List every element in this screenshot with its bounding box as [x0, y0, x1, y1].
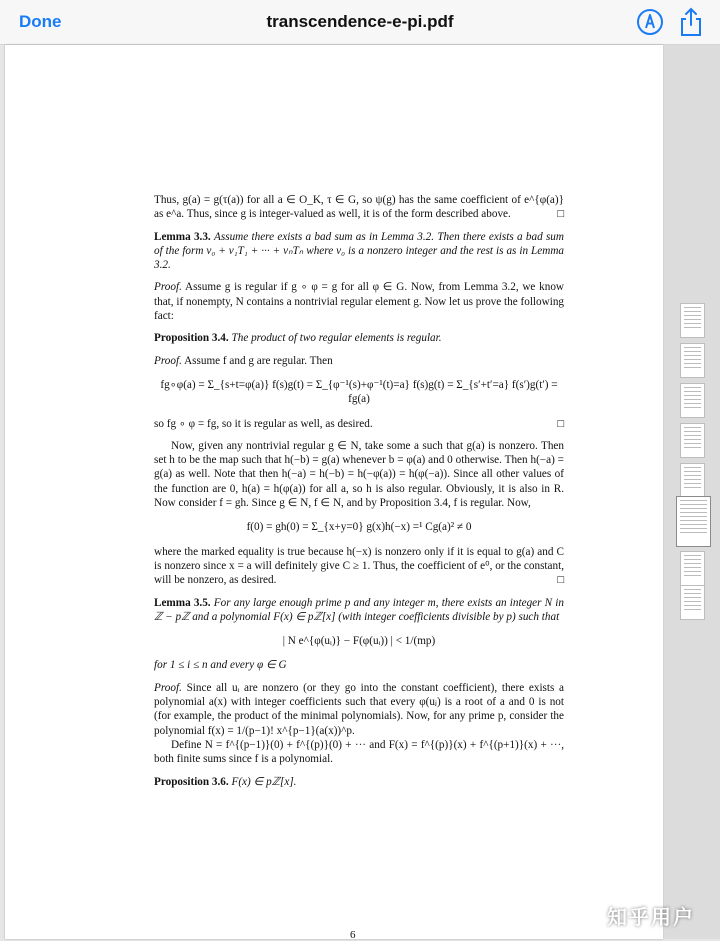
document-title: transcendence-e-pi.pdf — [266, 12, 454, 31]
page-thumbnail[interactable] — [680, 343, 705, 378]
proof: Proof. Assume f and g are regular. Then — [154, 354, 333, 367]
top-toolbar — [0, 0, 720, 45]
lemma-continued: for 1 ≤ i ≤ n and every φ ∈ G — [154, 659, 287, 672]
qed-symbol: □ — [557, 208, 564, 221]
proof-heading: Proof. — [154, 681, 182, 694]
share-icon[interactable] — [678, 7, 704, 37]
equation: fg∘φ(a) = Σ_{s+t=φ(a)} f(s)g(t) = Σ_{φ⁻¹(s)+φ⁻¹(t)=a} f(s)g(t) = Σ_{s′+t′=a} f(s′)g(t′) = fg(a) — [160, 378, 558, 406]
page-thumbnail[interactable] — [680, 383, 705, 418]
page-thumbnail-current[interactable] — [676, 496, 711, 547]
paragraph: Define N = f^{(p−1)}(0) + f^{(p)}(0) + ··· and F(x) = f^{(p)}(x) + f^{(p+1)}(x) + ···, both finite sums since f is a polynomial. — [154, 738, 564, 766]
qed-symbol: □ — [557, 417, 564, 430]
proposition-heading: Proposition 3.6. — [154, 775, 229, 788]
paragraph: Thus, g(a) = g(τ(a)) for all a ∈ O_K, τ ∈ G, so ψ(g) has the same coefficient of e^{φ(a)} as e^a. Thus, since g is integer-valued as well, it is of the form described above. □ — [154, 194, 564, 221]
lemma — [154, 230, 564, 273]
page-text — [154, 193, 564, 789]
lemma-heading: Lemma 3.5. — [154, 596, 211, 609]
proof-heading: Proof. — [154, 281, 182, 294]
markup-pen-icon[interactable] — [636, 8, 664, 36]
paragraph: where the marked equality is true because h(−x) is nonzero only if it is equal to g(a) and C is nonzero since x = a will definitely give C ≥ 1. Thus, the coefficient of e⁰, or the constant, will be nonzero, as desired. □ — [154, 545, 564, 587]
paragraph: so fg ∘ φ = fg, so it is regular as well, as desired. □ — [154, 417, 564, 430]
equation: | N e^{φ(uᵢ)} − F(φ(uᵢ)) | < 1/(mp) — [282, 635, 436, 648]
proof-heading: Proof. — [154, 354, 182, 367]
watermark: 知乎用户 — [607, 905, 695, 929]
proposition-heading: Proposition 3.4. — [154, 332, 229, 345]
lemma-text: For any large enough prime p and any integer m, there exists an integer N in ℤ − pℤ and a polynomial F(x) ∈ pℤ[x] (with integer coefficients divisible by p) such that — [154, 596, 564, 623]
page-thumbnail[interactable] — [680, 585, 705, 620]
lemma-text: Assume there exists a bad sum as in Lemma 3.2. Then there exists a bad sum of the form v₀ + v₁T₁ + ··· + vₙTₙ where v₀ is a nonzero integer and the rest is as in Lemma 3.2. — [154, 230, 564, 272]
page-thumbnail[interactable] — [680, 551, 705, 586]
paragraph: Now, given any nontrivial regular g ∈ N, take some a such that g(a) is nonzero. Then set h to be the map such that h(−b) = g(a) whenever b = φ(a) and 0 otherwise. Then h(−a) = g(a) as well. Note that then h(−a) = h(−b) = h(−φ(a)) = h(φ(−a)). Since all other values of the function are 0, h(a) = h(φ(a)) for all a, so h is also regular. Obviously, it is also in R. Now consider f = gh. Since g ∈ N, f ∈ N, and by Proposition 3.4, f is regular. Now, — [154, 439, 564, 510]
qed-symbol: □ — [557, 574, 564, 587]
proof: Proof. Assume g is regular if g ∘ φ = g for all φ ∈ G. Now, from Lemma 3.2, we know that, if nonempty, N contains a nontrivial regular element g. Now let us prove the following fact: — [154, 281, 565, 323]
page-number: 6 — [350, 929, 356, 941]
done-button[interactable]: Done — [19, 12, 62, 31]
lemma — [154, 596, 564, 625]
page-thumbnail[interactable] — [680, 423, 705, 458]
proposition: Proposition 3.4. The product of two regular elements is regular. — [154, 332, 442, 345]
proof: Proof. Since all uᵢ are nonzero (or they go into the constant coefficient), there exists a polynomial a(x) with integer coefficients such that every φ(uⱼ) is a root of a and 0 is not (for example, the product of the minimal polynomials). Now, for any prime p, consider the polynomial f(x) = 1/(p−1)! x^{p−1}(a(x))^p. — [154, 681, 565, 737]
proposition: Proposition 3.6. F(x) ∈ pℤ[x]. — [154, 775, 297, 788]
equation: f(0) = gh(0) = Σ_{x+y=0} g(x)h(−x) =¹ Cg(a)² ≠ 0 — [246, 521, 472, 534]
lemma-heading: Lemma 3.3. — [154, 230, 211, 243]
page-thumbnail[interactable] — [680, 463, 705, 498]
page-thumbnail[interactable] — [680, 303, 705, 338]
